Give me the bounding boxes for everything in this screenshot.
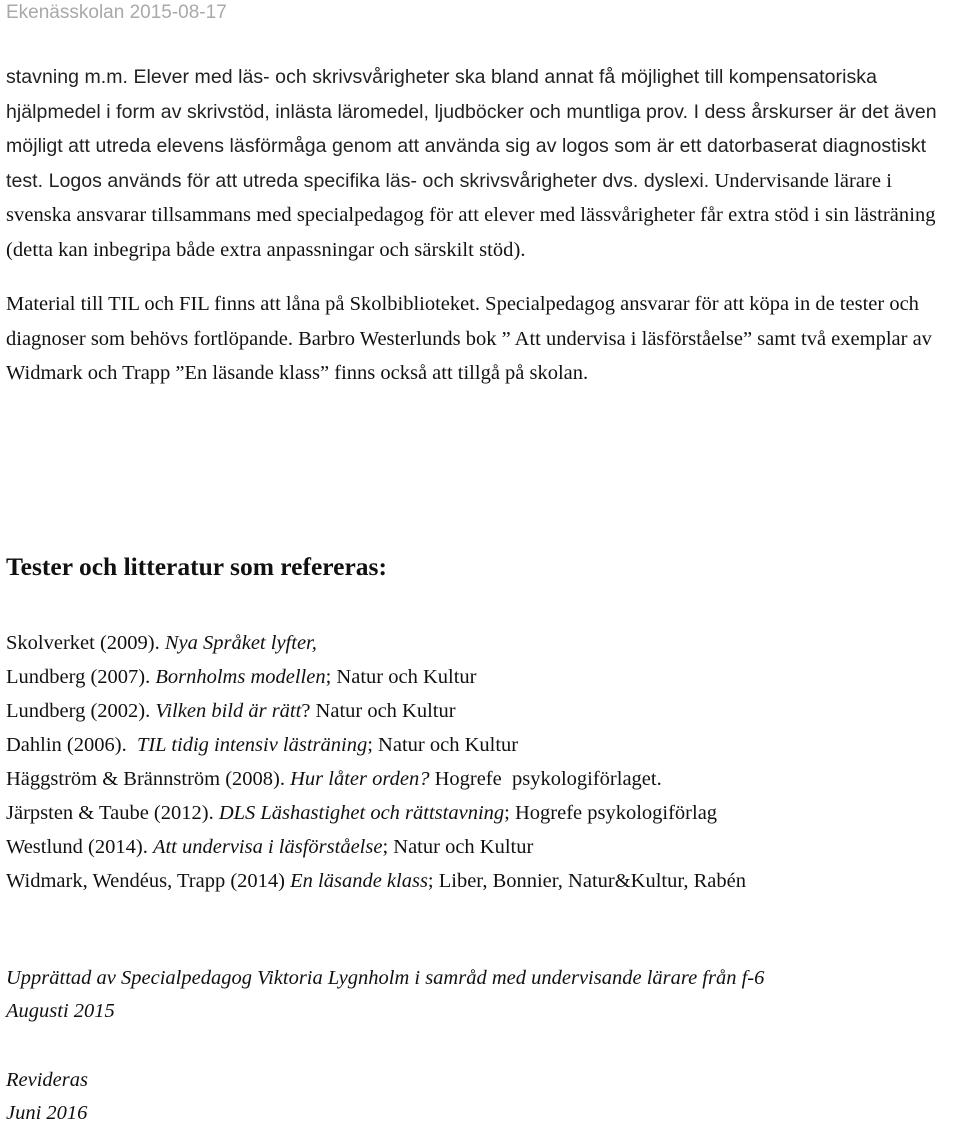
reference-item xyxy=(6,762,746,796)
reference-publisher: ; Liber, Bonnier, Natur&Kultur, Rabén xyxy=(427,870,746,892)
reference-item xyxy=(6,864,746,898)
reference-publisher: ? Natur och Kultur xyxy=(301,700,456,722)
reference-item xyxy=(6,728,746,762)
reference-author: Lundberg (2002). xyxy=(6,700,156,722)
reference-item xyxy=(6,694,746,728)
reference-author: Häggström & Brännström (2008). xyxy=(6,768,291,790)
reference-title: Att undervisa i läsförståelse xyxy=(152,836,383,858)
reference-publisher: ; Natur och Kultur xyxy=(325,666,477,688)
reference-publisher: ; Hogrefe psykologiförlag xyxy=(504,802,718,824)
reference-title: Nya Språket lyfter, xyxy=(164,632,317,654)
footer-author-line: Upprättad av Specialpedagog Viktoria Lygnholm i samråd med undervisande lärare från f-6 xyxy=(6,967,765,989)
reference-list xyxy=(6,626,746,898)
reference-title: En läsande klass xyxy=(290,870,428,892)
paragraph-support xyxy=(6,60,956,267)
revision-note xyxy=(6,1064,88,1130)
revision-label: Revideras xyxy=(6,1069,88,1091)
reference-title: Bornholms modellen xyxy=(155,666,326,688)
reference-title: TIL tidig intensiv lästräning xyxy=(136,734,368,756)
document-footer xyxy=(6,962,764,1028)
reference-author: Skolverket (2009). xyxy=(6,632,165,654)
reference-title: DLS Läshastighet och rättstavning xyxy=(218,802,505,824)
reference-author: Dahlin (2006). xyxy=(6,734,137,756)
reference-item xyxy=(6,660,746,694)
reference-item xyxy=(6,626,746,660)
reference-publisher: ; Natur och Kultur xyxy=(382,836,534,858)
reference-publisher: ; Natur och Kultur xyxy=(367,734,519,756)
reference-author: Lundberg (2007). xyxy=(6,666,156,688)
reference-author: Järpsten & Taube (2012). xyxy=(6,802,219,824)
revision-date: Juni 2016 xyxy=(6,1102,88,1124)
reference-title: Hur låter orden? xyxy=(290,768,430,790)
paragraph-support-part2: Undervisande lärare i svenska ansvarar tillsammans med specialpedagog för att elever med lässvårigheter får extra stöd i sin lästräning (detta kan inbegripa både extra anpassningar och särskilt stöd). xyxy=(6,169,936,261)
paragraph-material: Material till TIL och FIL finns att låna på Skolbiblioteket. Specialpedagog ansvarar för att köpa in de tester och diagnoser som behövs fortlöpande. Barbro Westerlunds bok ” Att undervisa i läsförståelse” samt två exemplar av Widmark och Trapp ”En läsande klass” finns också att tillgå på skolan. xyxy=(6,293,932,384)
document-header: Ekenässkolan 2015-08-17 xyxy=(6,2,227,23)
reference-publisher: Hogrefe psykologiförlaget. xyxy=(429,768,662,790)
reference-title: Vilken bild är rätt xyxy=(155,700,302,722)
document-body xyxy=(6,60,956,1124)
footer-date-line: Augusti 2015 xyxy=(6,1000,115,1022)
paragraph-support-part1: stavning m.m. Elever med läs- och skrivsvårigheter ska bland annat få möjlighet till kompensatoriska hjälpmedel i form av skrivstöd, inlästa läromedel, ljudböcker och muntliga prov. I dess årskurser är det även möjligt att utreda elevens läsförmåga genom att använda sig av logos som är ett datorbaserat diagnostiskt test. Logos används för att utreda specifika läs- och skrivsvårigheter dvs. dyslexi. xyxy=(6,66,937,192)
references-heading: Tester och litteratur som refereras: xyxy=(6,552,387,581)
reference-item xyxy=(6,796,746,830)
reference-item xyxy=(6,830,746,864)
reference-author: Widmark, Wendéus, Trapp (2014) xyxy=(6,870,291,892)
reference-author: Westlund (2014). xyxy=(6,836,153,858)
